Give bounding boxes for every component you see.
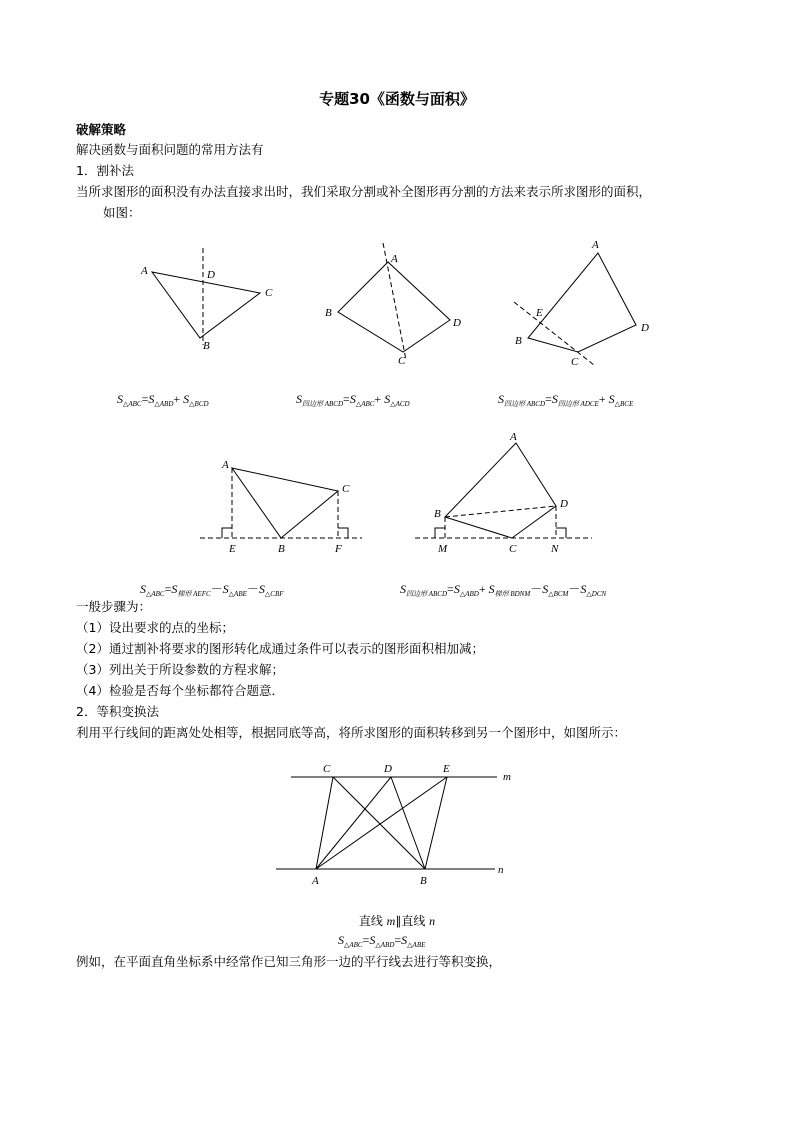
label-a: A [141, 265, 148, 277]
label-d: D [641, 322, 649, 334]
segment-bd [391, 777, 425, 869]
label-c: C [265, 287, 273, 299]
label-b: B [278, 543, 285, 555]
label-c: C [571, 356, 579, 368]
label-c: C [509, 543, 517, 555]
segment-ad [316, 777, 391, 869]
formula-fig3: $S_{四边形 ABCD}=S_{四边形 ADCE}+ S_{\triangle BCE}$ [498, 392, 634, 408]
method1-desc-line2: 如图： [103, 205, 141, 220]
step-1: （1）设出要求的点的坐标； [76, 620, 234, 635]
label-c: C [398, 355, 406, 367]
method1-desc-line1: 当所求图形的面积没有办法直接求出时，我们采取分割或补全图形再分割的方法来表示所求图形的面积， [76, 184, 652, 199]
segment-bc [333, 777, 425, 869]
page-title: 专题30《函数与面积》 [319, 90, 475, 108]
label-b: B [434, 508, 441, 520]
label-m: M [438, 543, 448, 555]
section-heading: 破解策略 [76, 122, 127, 137]
formula-fig5: $S_{四边形 ABCD}=S_{\triangle ABD}+ S_{梯形 BDNM}-S_{\triangle BCM}-S_{\triangle DCN}$ [400, 582, 607, 598]
label-d: D [453, 317, 461, 329]
label-n: n [498, 864, 504, 876]
label-c: C [342, 483, 350, 495]
label-a: A [592, 239, 599, 251]
label-e: E [229, 543, 236, 555]
method1-heading: 1．割补法 [76, 163, 134, 178]
formula-fig4: $S_{\triangle ABC}=S_{梯形 AEFC}-S_{\triangle ABE}-S_{\triangle CBF}$ [140, 582, 284, 598]
label-b: B [420, 875, 427, 887]
segment-be [425, 777, 447, 869]
label-d: D [207, 269, 215, 281]
label-f: F [335, 543, 342, 555]
label-d: D [384, 763, 392, 775]
label-e: E [536, 307, 543, 319]
method2-heading: 2．等积变换法 [76, 704, 159, 719]
example-text: 例如，在平面直角坐标系中经常作已知三角形一边的平行线去进行等积变换， [76, 954, 502, 969]
label-b: B [325, 307, 332, 319]
step-4: （4）检验是否每个坐标都符合题意． [76, 683, 284, 698]
label-n: N [551, 543, 559, 555]
segment-ae [316, 777, 447, 869]
step-2: （2）通过割补将要求的图形转化成通过条件可以表示的图形面积相加减； [76, 641, 484, 656]
formula-fig1: $S_{\triangle ABC}=S_{\triangle ABD}+ S_{\triangle BCD}$ [117, 392, 209, 408]
label-a: A [312, 875, 319, 887]
steps-heading: 一般步骤为： [76, 599, 152, 614]
label-d: D [560, 498, 568, 510]
label-b: B [515, 335, 522, 347]
label-a: A [510, 431, 517, 443]
step-3: （3）列出关于所设参数的方程求解； [76, 662, 284, 677]
label-c: C [323, 763, 331, 775]
label-a: A [222, 459, 229, 471]
label-e: E [443, 763, 450, 775]
method2-desc: 利用平行线间的距离处处相等，根据同底等高，将所求图形的面积转移到另一个图形中，如图所示： [76, 725, 627, 740]
label-b: B [203, 340, 210, 352]
formula-fig2: $S_{四边形 ABCD}=S_{\triangle ABC}+ S_{\triangle ACD}$ [296, 392, 410, 408]
label-a: A [391, 253, 398, 265]
label-m: m [503, 771, 511, 783]
formula-parallel: $S_{\triangle ABC}=S_{\triangle ABD}=S_{\triangle ABE}$ [338, 933, 426, 949]
caption-parallel: 直线 m∥直线 n [358, 914, 436, 928]
intro-text: 解决函数与面积问题的常用方法有 [76, 142, 264, 157]
segment-ac [316, 777, 333, 869]
